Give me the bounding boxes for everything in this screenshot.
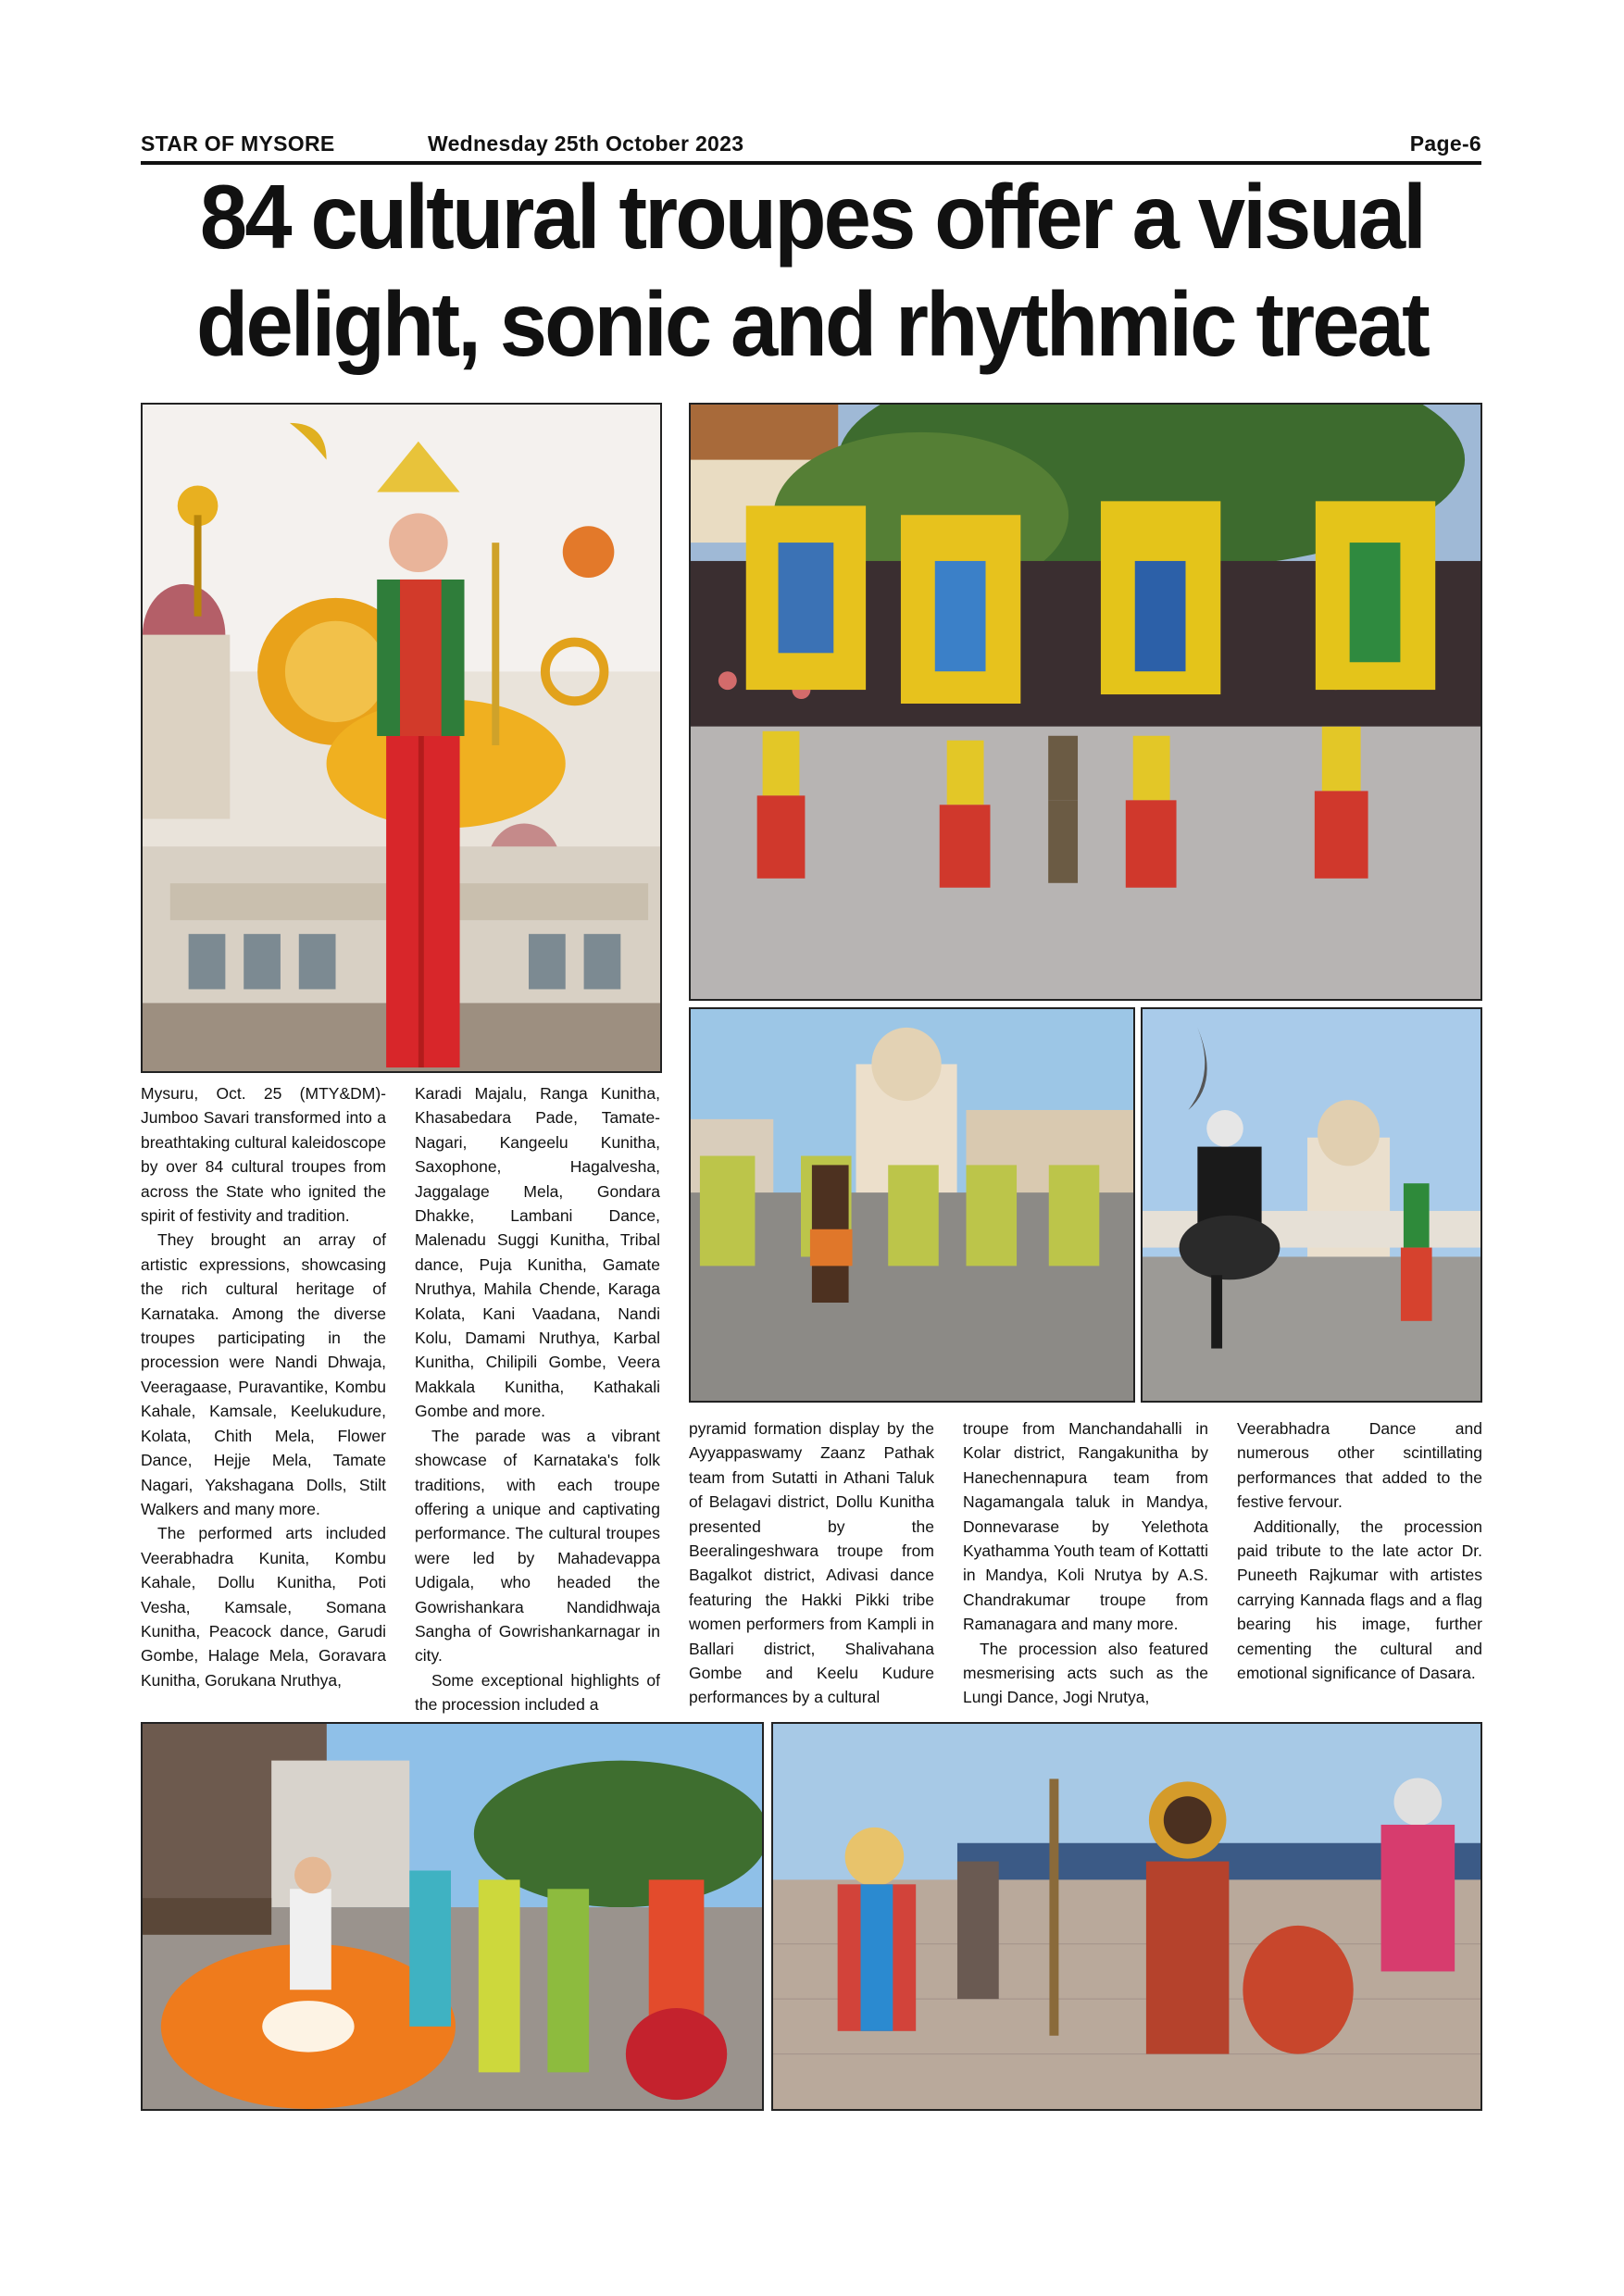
headline-line-2: delight, sonic and rhythmic treat: [196, 273, 1428, 375]
paragraph: The procession also featured mesmerising acts such as the Lungi Dance, Jogi Nrutya,: [963, 1639, 1208, 1707]
photo-masked-performers: [771, 1722, 1482, 2111]
paragraph: They brought an array of artistic expressions, showcasing the rich cultural heritage of Karnataka. Among the diverse troupes participating in the procession were Nandi Dhwaja, Veeragaase, Puravantike, Kombu Kahale, Kamsale, Keelukudure, Kolata, Chith Mela, Flower Dance, Hejje Mela, Tamate Nagari, Yakshagana Dolls, Stilt Walkers and many more.: [141, 1230, 386, 1518]
masthead: [141, 130, 1481, 165]
paragraph: Veerabhadra Dance and numerous other scintillating performances that added to the festive fervour.: [1237, 1419, 1482, 1512]
article-column-5: [1237, 1416, 1482, 1685]
photo-nandi-dhwaja: [689, 403, 1482, 1001]
photo-sword-dancer: [1141, 1007, 1482, 1403]
article-column-4: [963, 1416, 1208, 1710]
paragraph: The parade was a vibrant showcase of Karnataka's folk traditions, with each troupe offering a unique and captivating performance. The cultural troupes were led by Mahadevappa Udigala, who headed the Gowrishankara Nandidhwaja Sangha of Gowrishankarnagar in city.: [415, 1426, 660, 1666]
article-column-2: [415, 1081, 660, 1717]
headline: [170, 163, 1454, 378]
paragraph: troupe from Manchandahalli in Kolar district, Rangakunitha by Hanechennapura team from Nagamangala taluk in Mandya, Donnevarase by Yelethota Kyathamma Youth team of Kottatti in Mandya, Koli Nrutya by A.S. Chandrakumar troupe from Ramanagara and many more.: [963, 1419, 1208, 1634]
page-number: Page-6: [1409, 131, 1481, 156]
photo-punjabi-troupe: [141, 1722, 764, 2111]
photo-stilt-walker: [141, 403, 662, 1073]
article-column-1: [141, 1081, 386, 1692]
paragraph: pyramid formation display by the Ayyappaswamy Zaanz Pathak team from Sutatti in Athani Taluk of Belagavi district, Dollu Kunitha presented by the Beeralingeshwara troupe from Bagalkot district, Adivasi dance featuring the Hakki Pikki tribe women performers from Kampli in Ballari district, Shalivahana Gombe and Keelu Kudure performances by a cultural: [689, 1419, 934, 1707]
paragraph: Some exceptional highlights of the procession included a: [415, 1670, 660, 1715]
paragraph: Additionally, the procession paid tribute to the late actor Dr. Puneeth Rajkumar with artistes carrying Kannada flags and a flag bearing his image, further cementing the cultural and emotional significance of Dasara.: [1237, 1516, 1482, 1683]
photo-dancers-circle: [689, 1007, 1135, 1403]
paragraph: Karadi Majalu, Ranga Kunitha, Khasabedara Pade, Tamate-Nagari, Kangeelu Kunitha, Saxophone, Hagalvesha, Jaggalage Mela, Gondara Dhakke, Lambani Dance, Malenadu Suggi Kunitha, Tribal dance, Puja Kunitha, Gamate Nruthya, Mahila Chende, Karaga Kolata, Kani Vaadana, Nandi Kolu, Damami Nruthya, Karbal Kunitha, Chilipili Gombe, Veera Makkala Kunitha, Kathakali Gombe and more.: [415, 1084, 660, 1421]
paragraph: The performed arts included Veerabhadra Kunita, Kombu Kahale, Dollu Kunitha, Poti Vesha, Kamsale, Somana Kunitha, Peacock dance, Garudi Gombe, Halage Mela, Goravara Kunitha, Gorukana Nruthya,: [141, 1524, 386, 1690]
newspaper-name: STAR OF MYSORE: [141, 131, 335, 156]
article-column-3: [689, 1416, 934, 1710]
headline-line-1: 84 cultural troupes offer a visual: [199, 166, 1425, 268]
paragraph: Mysuru, Oct. 25 (MTY&DM)- Jumboo Savari transformed into a breathtaking cultural kaleidoscope by over 84 cultural troupes from across the State who ignited the spirit of festivity and tradition.: [141, 1084, 386, 1226]
issue-date: Wednesday 25th October 2023: [428, 131, 744, 156]
